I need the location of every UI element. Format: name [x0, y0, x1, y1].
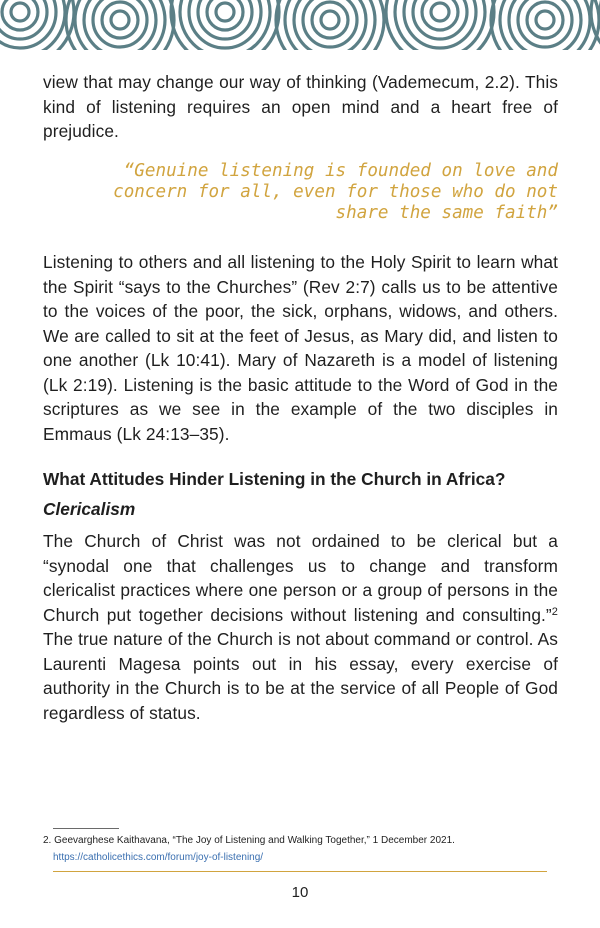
header-ring — [285, 0, 375, 50]
para-3-text-continued: The true nature of the Church is not about command or control. As Laurenti Magesa points out in his essay, every exercise of authority in the Church is to be at the service of all People of God regardless of status. — [43, 629, 558, 723]
header-ring — [312, 2, 348, 38]
body-paragraph-1: view that may change our way of thinking (Vademecum, 2.2). This kind of listening requires an open mind and a heart free of prejudice. — [43, 72, 558, 141]
header-ring — [431, 3, 449, 21]
section-heading: What Attitudes Hinder Listening in the Church in Africa? — [43, 469, 506, 489]
footnote-divider — [53, 828, 119, 829]
header-ring — [321, 11, 339, 29]
header-ring — [75, 0, 165, 50]
page-number: 10 — [291, 884, 309, 901]
body-paragraph-3 — [43, 529, 558, 725]
footer-divider — [53, 871, 547, 872]
decorative-header-pattern — [0, 0, 600, 50]
sub-heading-clericalism: Clericalism — [43, 499, 136, 519]
header-ring — [171, 0, 279, 50]
header-ring — [180, 0, 270, 50]
pull-quote: “Genuine listening is founded on love and concern for all, even for those who do not share the same faith” — [113, 161, 558, 223]
footnote-link[interactable]: https://catholicethics.com/forum/joy-of-listening/ — [53, 852, 264, 863]
header-ring — [111, 11, 129, 29]
footnote-reference[interactable]: 2 — [551, 605, 558, 618]
header-ring — [536, 11, 554, 29]
header-ring — [527, 2, 563, 38]
body-paragraph-2: Listening to others and all listening to the Holy Spirit to learn what the Spirit “says to the Churches” (Rev 2:7) calls us to be attentive to the voices of the poor, the sick, orphans, widows, and others. We are called to sit at the feet of Jesus, as Mary did, and listen to one another (Lk 10:41). Mary of Nazareth is a model of listening (Lk 2:19). Listening is the basic attitude to the Word of God in the scriptures as we see in the example of the two disciples in Emmaus (Lk 24:13–35). — [43, 252, 558, 444]
header-ring — [500, 0, 590, 50]
footnote-citation: 2. Geevarghese Kaithavana, “The Joy of Listening and Walking Together,” 1 December 2021. — [43, 835, 455, 846]
header-ring — [102, 2, 138, 38]
header-ring — [216, 3, 234, 21]
header-ring — [386, 0, 494, 50]
header-ring — [11, 3, 29, 21]
header-ring — [395, 0, 485, 50]
para-3-text: The Church of Christ was not ordained to be clerical but a “synodal one that challenges us to change and transform clericalist practices where one person or a group of persons in the Church put together decisions without listening and consulting.” — [43, 531, 558, 625]
